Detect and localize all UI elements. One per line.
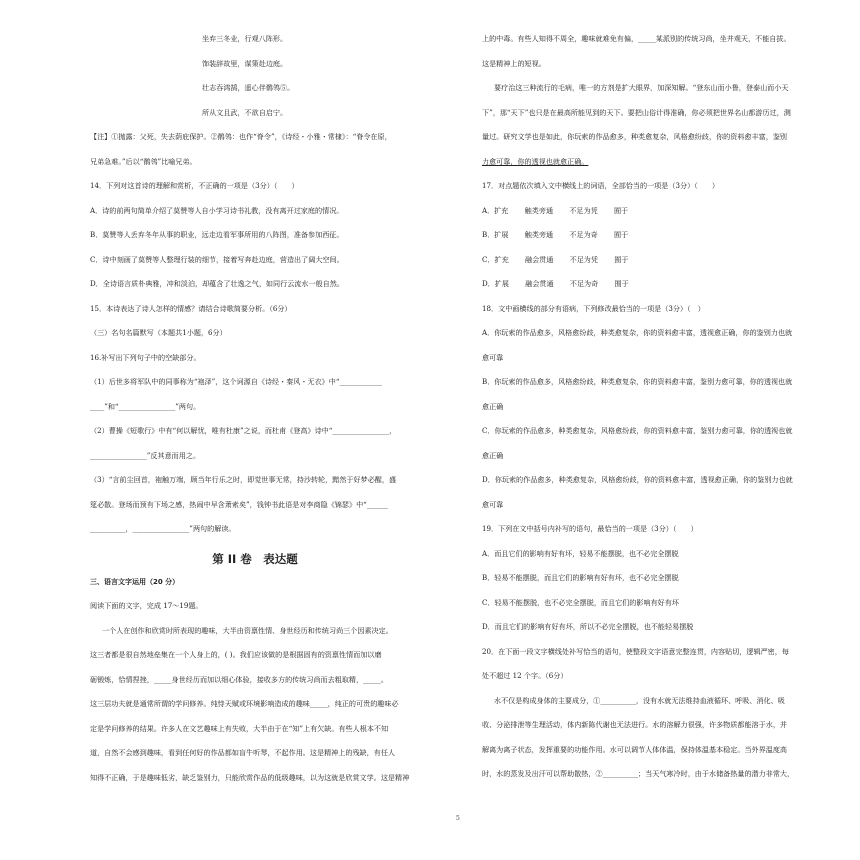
poem-line: 壮志吞鸿鹄，遥心伴鹡鸰⑤。 [202,83,295,92]
q17-option-c-3: 不足为凭 [569,254,598,264]
q17-option-c-1: C．扩充 [482,254,509,264]
question-14: 14．下列对这首诗的理解和赏析，不正确的一项是（3分）（ ） [90,181,299,190]
passage-line: 要疗治这三种流行的毛病，唯一的方剂是扩大眼界，加深知解。“登东山而小鲁，登泰山而小天 [494,83,789,92]
question-19: 19．下列在文中括号内补写的语句，最恰当的一项是（3分）（ ） [482,524,698,533]
q18-option-a: A．你玩索的作品愈多，风格愈纷歧，种类愈复杂，你的资料愈丰富，透视愈正确，你的鉴别力也就 [482,328,793,337]
passage-line: 道，自然不会感到趣味，看到任何好的作品都如盲牛听琴，不起作用。这是精神上的残缺，有任人 [90,748,396,757]
q18-option-a-cont: 愈可靠 [482,352,504,362]
poem-line: 坐弃三冬业，行观八阵形。 [202,34,288,43]
q18-option-c-cont: 愈正确 [482,450,504,460]
poem-note: 【注】①抛露：父死，失去荫庇保护。②鹡鸰：也作“脊令”，《诗经・小雅・常棣》：“脊令在原， [90,132,392,141]
q16-item-3: （3）“言前尘回首，袍触万端，顾当年行乐之时，即觉世事无常，持沙转轮，黯然于好梦必醒，盛 [90,475,397,484]
q20-passage-line: 收、分泌排泄等生理活动，体内新陈代谢也无法进行。水的溶解力很强，许多物质都能溶于水，并 [482,720,788,729]
passage-line: 砺锻炼，恰情捏挫，_____身世经历而加以细心体验，接收多方的传统习尚而去粗取精，_____。 [90,674,388,684]
q19-option-b: B．轻易不能摆脱，而且它们的影响有好有坏，也不必完全摆脱 [482,573,679,582]
q17-option-d-4: 囿于 [614,279,629,288]
q17-option-d-2: 融会贯通 [525,279,554,288]
q17-option-b-4: 囿于 [614,230,629,239]
q17-option-a-4: 囿于 [613,205,629,215]
question-18: 18．文中画横线的部分有语病，下列修改最恰当的一项是（3分）（ ） [482,303,705,313]
page-number: 5 [456,815,460,822]
q18-option-b-cont: 愈正确 [482,401,504,411]
q16-item-3-cont: 筵必散。登场而预有下场之感，热闹中早含萧索矣”，钱钟书此语是对李商隐《锦瑟》中“______ [90,499,389,509]
q17-option-b-1: B．扩展 [482,230,509,239]
q16-item-2: （2）曹操《短歌行》中有“何以解忧，唯有杜康”之说，而杜甫《登高》诗中“________________， [90,426,397,435]
q17-option-c [482,255,812,265]
poem-note: 兄弟急难。”后以“鹡鸰”比喻兄弟。 [90,156,197,166]
q20-passage-line: 水不仅是构成身体的主要成分，①__________，没有水就无法维持血液循环、呼吸、消化、吸 [494,695,785,705]
passage-line: 一个人在创作和欣赏时所表现的趣味，大半由资禀性情、身世经历和传统习尚三个因素决定。 [102,625,393,635]
question-15: 15．本诗表达了诗人怎样的情感？请结合诗歌简要分析。（6分） [90,303,292,313]
passage-line: 量过。研究文学也是如此，你玩索的作品愈多，种类愈复杂，风格愈纷歧，你的资料愈丰富，鉴别 [482,132,788,141]
q14-option-d: D．全诗语言质朴典雅，冲和淡泊，却蕴含了壮逸之气，如同行云流水一般自然。 [90,279,344,288]
passage-line: 下”，那“天下”也只是在最高所能见到的天下。要把山俗计得准确，你必须把世界名山都游历过，测 [482,107,791,117]
q16-item-1: （1）后世多将军队中的同事称为“袍泽”，这个词源自《诗经・秦风・无衣》中“____________ [90,377,383,386]
q17-option-d [482,279,812,289]
q17-option-d-3: 不足为奇 [569,279,599,288]
q17-option-d-1: D．扩展 [482,279,509,288]
q18-option-d-cont: 愈可靠 [482,499,504,509]
question-20-cont: 处不超过 12 个字。（6分） [482,671,568,680]
q17-option-b-2: 触类旁通 [524,230,554,239]
q20-passage-line: 解离为离子状态，发挥重要的功能作用。水可以调节人体体温，保持体温基本稳定。当外界温度高 [482,744,788,754]
question-20: 20．在下面一段文字横线处补写恰当的语句，使整段文字语意完整连贯，内容贴切，逻辑严密，每 [482,646,789,656]
passage-line: 定是学问修养的结果。许多人在文艺趣味上有失败，大半由于在“知”上有欠缺。有些人根本不知 [90,723,389,733]
q19-option-c: C．轻易不能摆脱，也不必完全摆脱，而且它们的影响有好有坏 [482,597,679,607]
passage-line: 这三者都是很自然地垒集在一个人身上的，( )。我们应该做的是根据固有的资禀性情而加以磨 [90,650,382,659]
volume-title: 第 II 卷 表达题 [212,551,298,566]
q16-item-3-end: __________，________________”两句的解读。 [90,524,236,533]
q20-passage-line: 时，水的蒸发及出汗可以帮助散热，②__________；当天气寒冷时，由于水储备热量的潜力非常大， [482,769,795,778]
q14-option-c: C．诗中刻画了莫赞等人整理行装的细节，接着写奔赴边庭，营造出了阔大空间。 [90,254,344,264]
q17-option-a-1: A．扩充 [482,205,509,215]
q14-option-a: A．诗的前两句简单介绍了莫赞等人自小学习诗书礼教，没有离开过家庭的情况。 [90,205,344,215]
passage-line: 知得不正确，于是趣味低劣，缺乏鉴别力，只能欣赏作品的低级趣味，以为这就是欣赏文学。这是精神 [90,772,410,782]
right-column [482,34,812,779]
q16-item-2-cont: ________________”反其意而用之。 [90,450,201,460]
q17-option-c-2: 融会贯通 [524,254,554,264]
part-heading: （三）名句名篇默写（本题共1小题，6分） [90,328,227,337]
q17-option-a [482,206,812,216]
q19-option-a: A．而且它们的影响有好有坏，轻易不能摆脱，也不必完全摆脱 [482,548,679,558]
q19-option-d: D．而且它们的影响有好有坏，所以不必完全摆脱，也不能轻易摆脱 [482,622,694,631]
q17-option-a-3: 不足为凭 [569,205,598,215]
poem-line: 饰装辞故里，谋策赴边庭。 [202,58,288,68]
section-3-heading: 三、语言文字运用（20 分） [90,577,180,586]
underlined-passage-line: 力愈可靠，你的透视也就愈正确。 [482,156,589,166]
poem-line: 所从文且武，不欲自启宁。 [202,107,288,117]
q17-option-a-2: 触类旁通 [524,205,554,215]
q18-option-d: D．你玩索的作品愈多，种类愈复杂，风格愈纷歧，你的资料愈丰富，透视愈正确，你的鉴别力也就 [482,475,793,484]
q17-option-b [482,230,812,240]
q17-option-b-3: 不足为奇 [569,230,598,239]
q16-item-1-cont: ____”和“________________”两句。 [90,401,201,411]
left-column [90,34,420,783]
q18-option-c: C．你玩索的作品愈多，种类愈复杂，风格愈纷歧，你的资料愈丰富，鉴别力愈可靠，你的透视也就 [482,426,793,435]
q17-option-c-4: 囿于 [614,254,629,264]
q14-option-b: B．莫赞等人丢弃冬年从事的职业，远走边看军事所用的八阵图，准备参加西征。 [90,230,344,239]
passage-line: 这三层功夫就是通常所谓的学问修养。纯恃天赋或环境影响造成的趣味_____，纯正的可贵的趣味必 [90,699,399,708]
q18-option-b: B．你玩索的作品愈多，风格愈纷歧，种类愈复杂，你的资料愈丰富，鉴别力愈可靠，你的透视也就 [482,377,793,386]
reading-intro: 阅读下面的文字，完成 17～19题。 [90,601,203,610]
passage-line: 上的中毒。有些人知得不周全，趣味就难免有偏，_____某派别的传统习尚，坐井观天，不能自拔。 [482,34,791,43]
question-16: 16.补写出下列句子中的空缺部分。 [90,352,201,362]
passage-line: 这是精神上的短视。 [482,58,546,68]
question-17: 17．对点题依次填入文中横线上的词语，全部恰当的一项是（3分）（ ） [482,181,719,190]
